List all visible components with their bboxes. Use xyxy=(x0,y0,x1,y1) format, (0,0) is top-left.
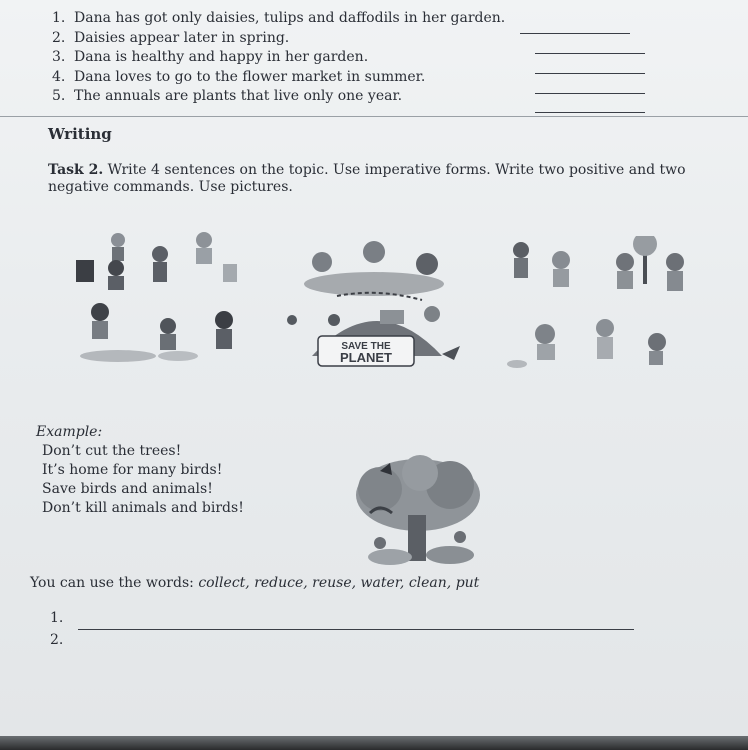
statement-number: 2. xyxy=(52,29,66,46)
word-bank-list: collect, reduce, reuse, water, clean, put xyxy=(198,575,480,591)
section-title: Writing xyxy=(48,125,112,143)
kids-planting-illustration xyxy=(505,236,695,376)
example-block xyxy=(36,423,244,518)
statement-text: Dana is healthy and happy in her garden. xyxy=(74,49,369,65)
statement-item xyxy=(52,49,672,69)
save-the-planet-illustration xyxy=(282,236,472,376)
statement-number: 1. xyxy=(52,10,66,26)
tree-with-birds-illustration xyxy=(350,455,485,570)
answer-blank-3[interactable] xyxy=(535,73,645,74)
statement-text: The annuals are plants that live only one year. xyxy=(74,88,403,104)
answer-writing-line[interactable] xyxy=(78,629,634,630)
statement-text: Dana loves to go to the flower market in summer. xyxy=(74,68,426,85)
statement-text: Daisies appear later in spring. xyxy=(74,29,290,46)
answer-blank-5[interactable] xyxy=(535,112,645,113)
answer-number-1: 1. xyxy=(50,610,64,626)
answer-number-2: 2. xyxy=(50,632,64,648)
badge-line-2: PLANET xyxy=(340,350,392,365)
example-line: Don’t cut the trees! xyxy=(42,443,182,459)
illustrations xyxy=(60,222,710,392)
answer-blank-1[interactable] xyxy=(520,33,630,34)
statement-number: 3. xyxy=(52,49,66,65)
statement-item xyxy=(52,88,672,108)
statement-item xyxy=(52,10,672,30)
statement-item xyxy=(52,69,672,89)
statement-text: Dana has got only daisies, tulips and daffodils in her garden. xyxy=(74,10,506,26)
task-text: Write 4 sentences on the topic. Use imperative forms. Write two positive and two negative commands. Use pictures. xyxy=(48,162,686,195)
example-line: Save birds and animals! xyxy=(42,481,213,497)
kids-cleaning-illustration xyxy=(68,228,238,368)
statement-number: 5. xyxy=(52,88,66,104)
task-label: Task 2. xyxy=(48,162,104,178)
answer-blank-2[interactable] xyxy=(535,53,645,54)
word-bank-prefix: You can use the words: xyxy=(30,575,199,591)
task-instructions xyxy=(48,162,728,196)
word-bank xyxy=(30,575,479,591)
answer-lines xyxy=(50,610,63,654)
answer-blank-4[interactable] xyxy=(535,93,645,94)
example-line: Don’t kill animals and birds! xyxy=(42,500,244,516)
statement-number: 4. xyxy=(52,68,66,85)
example-line: It’s home for many birds! xyxy=(42,462,223,478)
section-divider xyxy=(0,116,748,117)
desk-edge xyxy=(0,736,748,750)
badge-line-1: SAVE THE xyxy=(341,341,391,352)
example-label: Example: xyxy=(36,424,103,440)
